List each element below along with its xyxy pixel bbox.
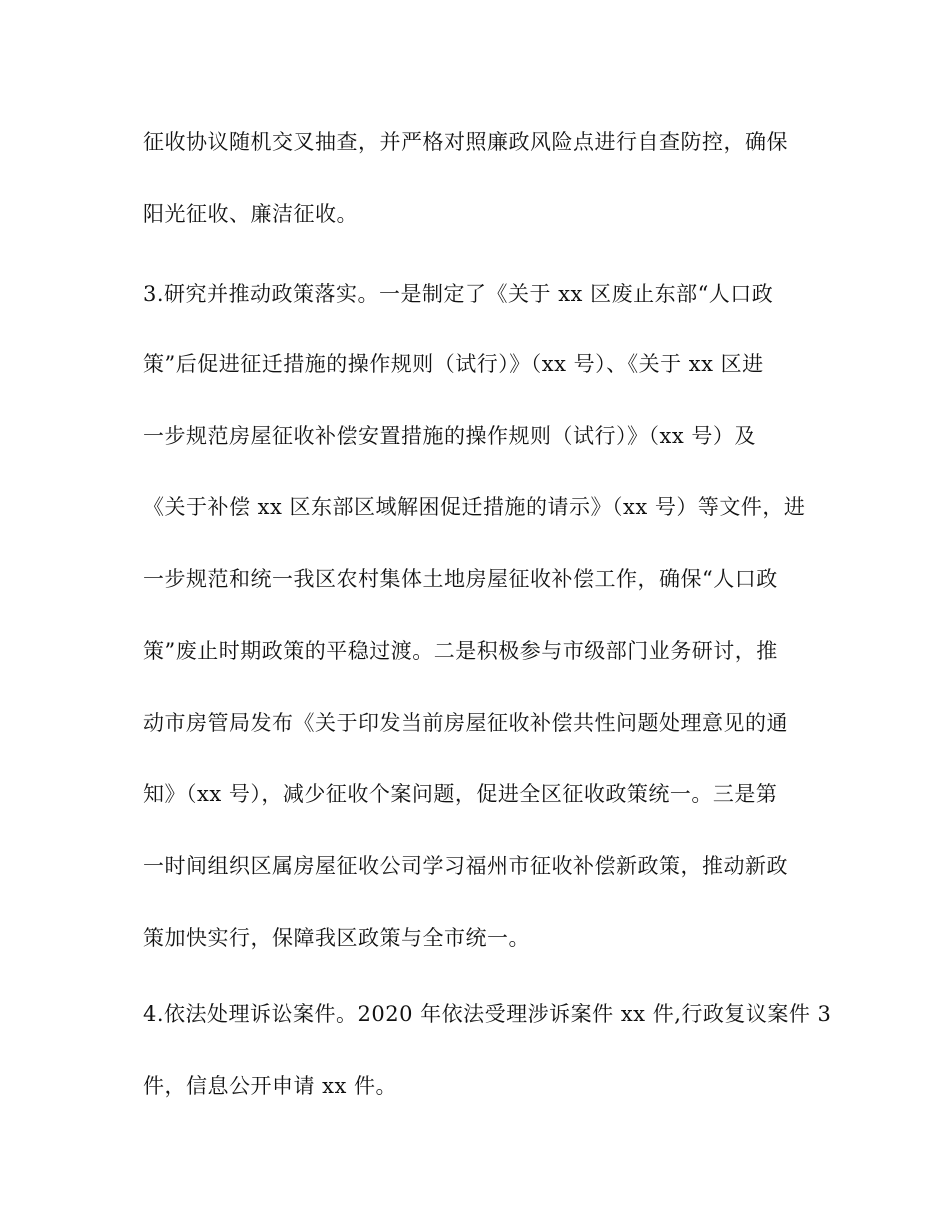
text-line: 策加快实行，保障我区政策与全市统一。 [143,926,530,950]
text-line: 征收协议随机交叉抽查，并严格对照廉政风险点进行自查防控，确保 [143,130,788,154]
text-line: 知》（xx 号），减少征收个案问题，促进全区征收政策统一。三是第 [143,782,778,806]
text-line: 一步规范房屋征收补偿安置措施的操作规则（试行）》（xx 号）及 [143,424,756,448]
text-line: 件，信息公开申请 xx 件。 [143,1074,398,1098]
text-line: 策”后促进征迁措施的操作规则（试行）》（xx 号）、《关于 xx 区进 [143,352,764,376]
text-line: 策”废止时期政策的平稳过渡。二是积极参与市级部门业务研讨，推 [143,639,778,663]
text-line: 《关于补偿 xx 区东部区域解困促迁措施的请示》（xx 号）等文件，进 [143,495,806,519]
text-line: 3.研究并推动政策落实。一是制定了《关于 xx 区废止东部“人口政 [143,282,774,306]
text-line: 阳光征收、廉洁征收。 [143,202,358,226]
text-line: 一步规范和统一我区农村集体土地房屋征收补偿工作，确保“人口政 [143,567,778,591]
text-line: 4.依法处理诉讼案件。2020 年依法受理涉诉案件 xx 件,行政复议案件 3 [143,1002,832,1026]
text-line: 动市房管局发布《关于印发当前房屋征收补偿共性问题处理意见的通 [143,711,788,735]
text-line: 一时间组织区属房屋征收公司学习福州市征收补偿新政策，推动新政 [143,854,788,878]
